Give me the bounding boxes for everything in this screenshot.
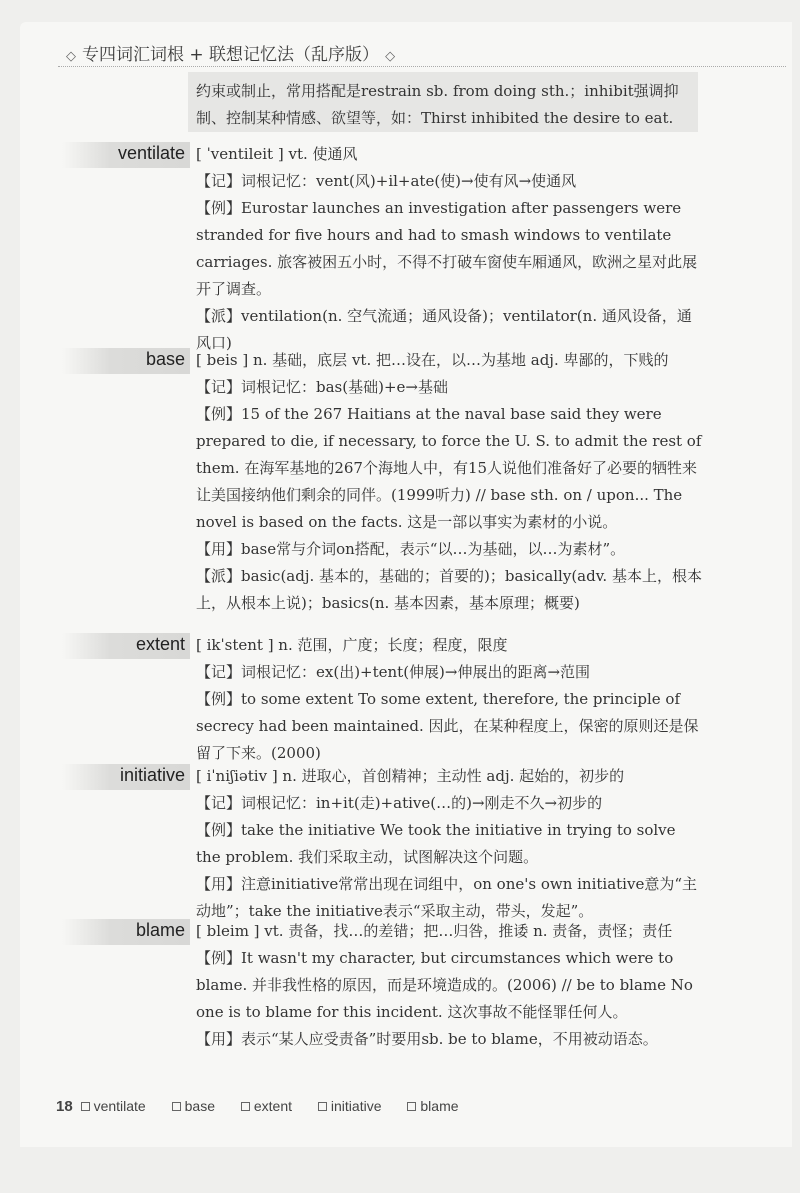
page-footer (56, 1098, 656, 1115)
page-number: 18 (56, 1098, 73, 1115)
derivatives: 【派】ventilation(n. 空气流通；通风设备)；ventilator(n. 通风设备，通风口) (196, 307, 692, 352)
footer-index-item: base (172, 1098, 215, 1114)
example: 【例】Eurostar launches an investigation after passengers were stranded for five hours and had to smash windows to ventilate carriages. 旅客被困五小时，不得不打破车窗使车厢通风，欧洲之星对此展开了调查。 (196, 199, 698, 298)
headword: ventilate (117, 143, 185, 163)
header-title: 专四词汇词根 + 联想记忆法（乱序版） (82, 45, 380, 65)
checkbox-square-icon (81, 1102, 90, 1111)
entry-body (196, 763, 702, 925)
usage-note: 【用】表示“某人应受责备”时要用sb. be to blame，不用被动语态。 (196, 1030, 658, 1048)
checkbox-square-icon (241, 1102, 250, 1111)
pronunciation-definition: [ ikˈstent ] n. 范围，广度；长度；程度，限度 (196, 636, 508, 654)
headword: base (145, 349, 185, 369)
entry-body (196, 632, 702, 767)
example: 【例】to some extent To some extent, therefore, the principle of secrecy had been maintained. 因此，在某种程度上，保密的原则还是保留了下来。(2000) (196, 690, 699, 762)
derivatives: 【派】basic(adj. 基本的，基础的；首要的)；basically(adv. 基本上，根本上，从根本上说)；basics(n. 基本因素，基本原理；概要) (196, 567, 702, 612)
memory-note: 【记】词根记忆：bas(基础)+e→基础 (196, 378, 448, 396)
example: 【例】It wasn't my character, but circumstances which were to blame. 并非我性格的原因，而是环境造成的。(2006) // be to blame No one is to blame for this incident. 这次事故不能怪罪任何人。 (196, 949, 693, 1021)
running-header (60, 40, 401, 65)
headword: initiative (119, 765, 185, 785)
diamond-ornament-icon: ◇ (385, 49, 396, 64)
footer-index-item: initiative (318, 1098, 382, 1114)
diamond-ornament-icon: ◇ (66, 49, 76, 64)
headword: extent (135, 634, 185, 654)
entry-body (196, 347, 702, 617)
checkbox-square-icon (172, 1102, 181, 1111)
headword: blame (135, 920, 185, 940)
header-divider (58, 66, 786, 67)
footer-index-item: extent (241, 1098, 292, 1114)
example: 【例】15 of the 267 Haitians at the naval base said they were prepared to die, if necessary, to force the U. S. to admit the rest of them. 在海军基地的267个海地人中，有15人说他们准备好了必要的牺牲来让美国接纳他们剩余的同伴。(1999听力) // base sth. on / upon... The novel is based on the facts. 这是一部以事实为素材的小说。 (196, 405, 702, 531)
pronunciation-definition: [ iˈniʃiətiv ] n. 进取心，首创精神；主动性 adj. 起始的，初步的 (196, 767, 625, 785)
pronunciation-definition: [ ˈventileit ] vt. 使通风 (196, 145, 358, 163)
memory-note: 【记】词根记忆：in+it(走)+ative(…的)→刚走不久→初步的 (196, 794, 603, 812)
footer-index-item: ventilate (81, 1098, 146, 1114)
pronunciation-definition: [ bleim ] vt. 责备，找…的差错；把…归咎，推诿 n. 责备，责怪；责任 (196, 922, 673, 940)
entry-body (196, 918, 702, 1053)
memory-note: 【记】词根记忆：ex(出)+tent(伸展)→伸展出的距离→范围 (196, 663, 591, 681)
memory-note: 【记】词根记忆：vent(风)+il+ate(使)→使有风→使通风 (196, 172, 577, 190)
checkbox-square-icon (407, 1102, 416, 1111)
entry-body (196, 141, 702, 357)
checkbox-square-icon (318, 1102, 327, 1111)
footer-index-item: blame (407, 1098, 458, 1114)
usage-note: 【用】注意initiative常常出现在词组中，on one's own initiative意为“主动地”；take the initiative表示“采取主动，带头，发起”。 (196, 875, 697, 920)
pronunciation-definition: [ beis ] n. 基础，底层 vt. 把…设在，以…为基地 adj. 卑鄙的，下贱的 (196, 351, 669, 369)
continued-usage-note: 约束或制止，常用搭配是restrain sb. from doing sth.；inhibit强调抑制、控制某种情感、欲望等，如：Thirst inhibited the desire to eat. (188, 72, 698, 132)
usage-note: 【用】base常与介词on搭配，表示“以…为基础，以…为素材”。 (196, 540, 626, 558)
example: 【例】take the initiative We took the initiative in trying to solve the problem. 我们采取主动，试图解决这个问题。 (196, 821, 676, 866)
